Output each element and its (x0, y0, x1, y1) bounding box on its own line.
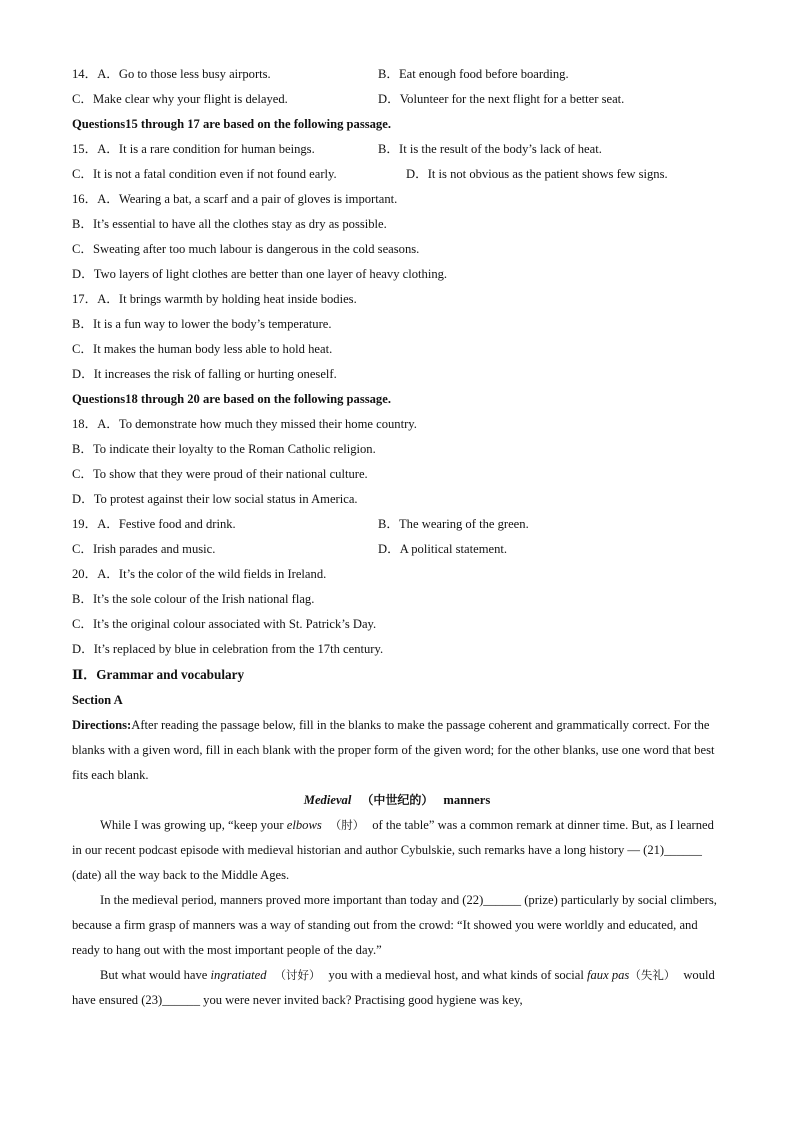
option-a: 19．A．Festive food and drink. (72, 517, 236, 531)
p3-fauxpas: faux pas (587, 968, 630, 982)
option-d: D．It is not obvious as the patient shows few signs. (406, 167, 668, 181)
directions-label: Directions: (72, 718, 132, 732)
option-a: 14．A．Go to those less busy airports. (72, 67, 271, 81)
question-19 (72, 512, 722, 537)
p3-text-b: you with a medieval host, and what kinds of social (328, 968, 587, 982)
title-chinese: （中世纪的） (361, 793, 434, 807)
section-heading: Ⅱ．Grammar and vocabulary (72, 667, 245, 682)
option-b: B．It is the result of the body’s lack of heat. (378, 142, 602, 156)
p1-text-a: While I was growing up, “keep your (100, 818, 287, 832)
option-c: C．Irish parades and music. (72, 542, 216, 556)
question-18-b: B．To indicate their loyalty to the Roman Catholic religion. (72, 442, 376, 456)
passage-paragraph-1 (72, 813, 722, 888)
question-18-a: 18．A．To demonstrate how much they missed their home country. (72, 417, 417, 431)
p3-text-c: would have ensured (23)______ you were never invited back? Practising good hygiene was key, (72, 968, 715, 1007)
option-b: B．The wearing of the green. (378, 517, 529, 531)
question-18-c: C．To show that they were proud of their national culture. (72, 467, 368, 481)
question-17-b: B．It is a fun way to lower the body’s temperature. (72, 317, 332, 331)
p1-elbows: elbows (286, 818, 322, 832)
option-c: C．Make clear why your flight is delayed. (72, 92, 288, 106)
question-19-cd (72, 537, 722, 562)
option-b: B．Eat enough food before boarding. (378, 67, 569, 81)
section-a-label: Section A (72, 693, 123, 707)
p3-chinese-2: （失礼） (629, 968, 676, 982)
p3-ingratiated: ingratiated (210, 968, 267, 982)
option-d: D．A political statement. (378, 542, 508, 556)
option-d: D．Volunteer for the next flight for a better seat. (378, 92, 625, 106)
title-italic: Medieval (303, 793, 352, 807)
passage-paragraph-3 (72, 963, 722, 1013)
option-a: 15．A．It is a rare condition for human beings. (72, 142, 315, 156)
p2-text: In the medieval period, manners proved more important than today and (22)______ (prize) particularly by social climbers, because a firm grasp of manners was a way of standing out from the crowd: “It showed you were worldly and educated, and ready to hang out with the most important people of the day.” (72, 893, 717, 957)
p3-text-a: But what would have (100, 968, 211, 982)
question-15 (72, 137, 722, 162)
passage-paragraph-2 (72, 888, 722, 963)
question-17-a: 17．A．It brings warmth by holding heat inside bodies. (72, 292, 357, 306)
passage-note-15-17: Questions15 through 17 are based on the following passage. (72, 117, 391, 131)
directions-text: After reading the passage below, fill in the blanks to make the passage coherent and grammatically correct. For the blanks with a given word, fill in each blank with the proper form of the given word; for the other blanks, use one word that best fits each blank. (72, 718, 715, 782)
p1-text-b: of the table” was a common remark at dinner time. But, as I learned in our recent podcast episode with medieval historian and author Cybulskie, such remarks have a long history — (21)______ (date) all the way back to the Middle Ages. (72, 818, 714, 882)
passage-note-18-20: Questions18 through 20 are based on the following passage. (72, 392, 391, 406)
question-18-d: D．To protest against their low social status in America. (72, 492, 358, 506)
question-20-b: B．It’s the sole colour of the Irish national flag. (72, 592, 315, 606)
option-c: C．It is not a fatal condition even if not found early. (72, 167, 337, 181)
directions (72, 713, 722, 788)
question-20-a: 20．A．It’s the color of the wild fields in Ireland. (72, 567, 327, 581)
question-15-cd (72, 162, 722, 187)
p1-chinese: （肘） (329, 818, 365, 832)
question-16-d: D．Two layers of light clothes are better than one layer of heavy clothing. (72, 267, 448, 281)
question-20-d: D．It’s replaced by blue in celebration from the 17th century. (72, 642, 384, 656)
p3-chinese: （讨好） (274, 968, 321, 982)
question-16-b: B．It’s essential to have all the clothes stay as dry as possible. (72, 217, 387, 231)
question-16-c: C．Sweating after too much labour is dangerous in the cold seasons. (72, 242, 420, 256)
question-14-cd (72, 87, 722, 112)
question-17-c: C．It makes the human body less able to hold heat. (72, 342, 333, 356)
question-14 (72, 62, 722, 87)
title-rest: manners (443, 793, 491, 807)
exam-page (72, 62, 722, 1013)
question-17-d: D．It increases the risk of falling or hurting oneself. (72, 367, 337, 381)
question-20-c: C．It’s the original colour associated with St. Patrick’s Day. (72, 617, 377, 631)
question-16-a: 16．A．Wearing a bat, a scarf and a pair of gloves is important. (72, 192, 398, 206)
passage-title (72, 788, 722, 813)
